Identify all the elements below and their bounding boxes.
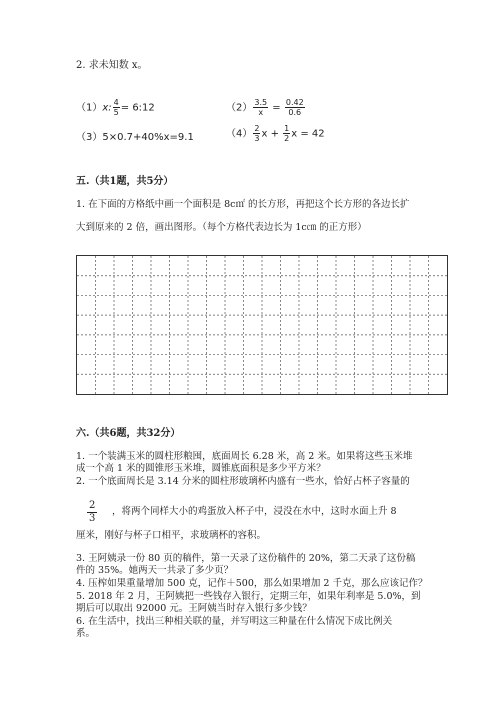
- equation-1-tail: = 6:12: [120, 102, 155, 114]
- fraction-numerator: 2: [89, 500, 96, 511]
- equation-3-text: 5×0.7+40%x=9.1: [102, 132, 194, 143]
- fraction-numerator: 0.42: [285, 98, 304, 107]
- fraction-numerator: 3.5: [254, 98, 268, 107]
- q6-5-line-1: 5. 2018 年 2 月，王阿姨把一些钱存入银行，定期三年，如果年利率是 5.0%，到: [76, 591, 421, 602]
- section-5-question-line-1: 1. 在下面的方格纸中画一个面积是 8c㎡ 的长方形，再把这个长方形的各边长扩: [76, 199, 410, 210]
- equation-3: [76, 128, 194, 143]
- equation-4-tail: x = 42: [291, 128, 325, 140]
- q6-3-line-2: 件的 35%。她两天一共录了多少页？: [76, 565, 234, 576]
- q6-3-line-1: 3. 王阿姨录一份 80 页的稿件，第一天录了这份稿件的 20%，第二天录了这份稿: [76, 553, 416, 564]
- equation-2: [226, 98, 306, 117]
- fraction-numerator: 2: [254, 124, 260, 133]
- fraction-denominator: x: [258, 108, 264, 117]
- equation-4: [226, 124, 325, 143]
- fraction-numerator: 4: [113, 98, 119, 107]
- q6-2-fraction: [87, 500, 97, 525]
- q6-1-line-2: 成一个高 1 米的圆锥形玉米堆，圆锥底面积是多少平方米？: [76, 463, 326, 474]
- q6-2-line-3: 厘米，刚好与杯子口相平，求玻璃杯的容积。: [76, 530, 267, 541]
- equation-4-mid: x +: [261, 128, 279, 140]
- q2-heading: 2. 求未知数 x。: [76, 60, 148, 71]
- equation-4-fraction-right: [283, 124, 290, 143]
- grid-lines: [77, 256, 447, 394]
- equation-2-fraction-left: [253, 98, 268, 117]
- equation-4-label: （4）: [226, 128, 253, 140]
- fraction-numerator: 1: [284, 124, 290, 133]
- equation-3-label: （3）: [76, 132, 103, 143]
- section-6-title: 六.（共6题，共32分）: [76, 428, 181, 439]
- fraction-denominator: 3: [254, 134, 260, 143]
- equation-1: [76, 98, 155, 117]
- fraction-denominator: 2: [284, 134, 290, 143]
- fraction-denominator: 5: [113, 108, 119, 117]
- equation-2-fraction-right: [285, 98, 305, 117]
- equation-1-fraction: [113, 98, 120, 117]
- equation-2-equals: =: [272, 102, 281, 114]
- q6-1-line-1: 1. 一个装满玉米的圆柱形粮囤，底面周长 6.28 米，高 2 米。如果将这些玉米堆: [76, 451, 413, 462]
- equation-1-label: （1）: [76, 102, 103, 114]
- section-5-question-line-2: 大到原来的 2 倍，画出图形。（每个方格代表边长为 1c㎝ 的正方形）: [76, 222, 367, 233]
- q6-4-line-1: 4. 压榨如果重量增加 500 克，记作＋500，那么如果增加 2 千克，那么应该记作？: [76, 578, 428, 589]
- equation-2-label: （2）: [226, 102, 253, 114]
- q6-2-line-1: 2. 一个底面周长是 3.14 分米的圆柱形玻璃杯内盛有一些水，恰好占杯子容量的: [76, 476, 410, 487]
- q6-2-line-2: ，将两个同样大小的鸡蛋放入杯子中，浸没在水中，这时水面上升 8: [112, 506, 397, 517]
- q6-6-line-2: 系。: [76, 628, 96, 639]
- equation-4-fraction-left: [253, 124, 260, 143]
- fraction-denominator: 3: [89, 513, 96, 524]
- equation-1-text: x:: [102, 102, 112, 114]
- drawing-grid[interactable]: [76, 255, 448, 395]
- q6-5-line-2: 期后可以取出 92000 元。王阿姨当时存入银行多少钱？: [76, 603, 312, 614]
- section-5-title: 五.（共1题，共5分）: [76, 176, 174, 187]
- q6-6-line-1: 6. 在生活中，找出三种相关联的量，并写明这三种量在什么情况下成比例关: [76, 616, 393, 627]
- fraction-denominator: 0.6: [288, 108, 302, 117]
